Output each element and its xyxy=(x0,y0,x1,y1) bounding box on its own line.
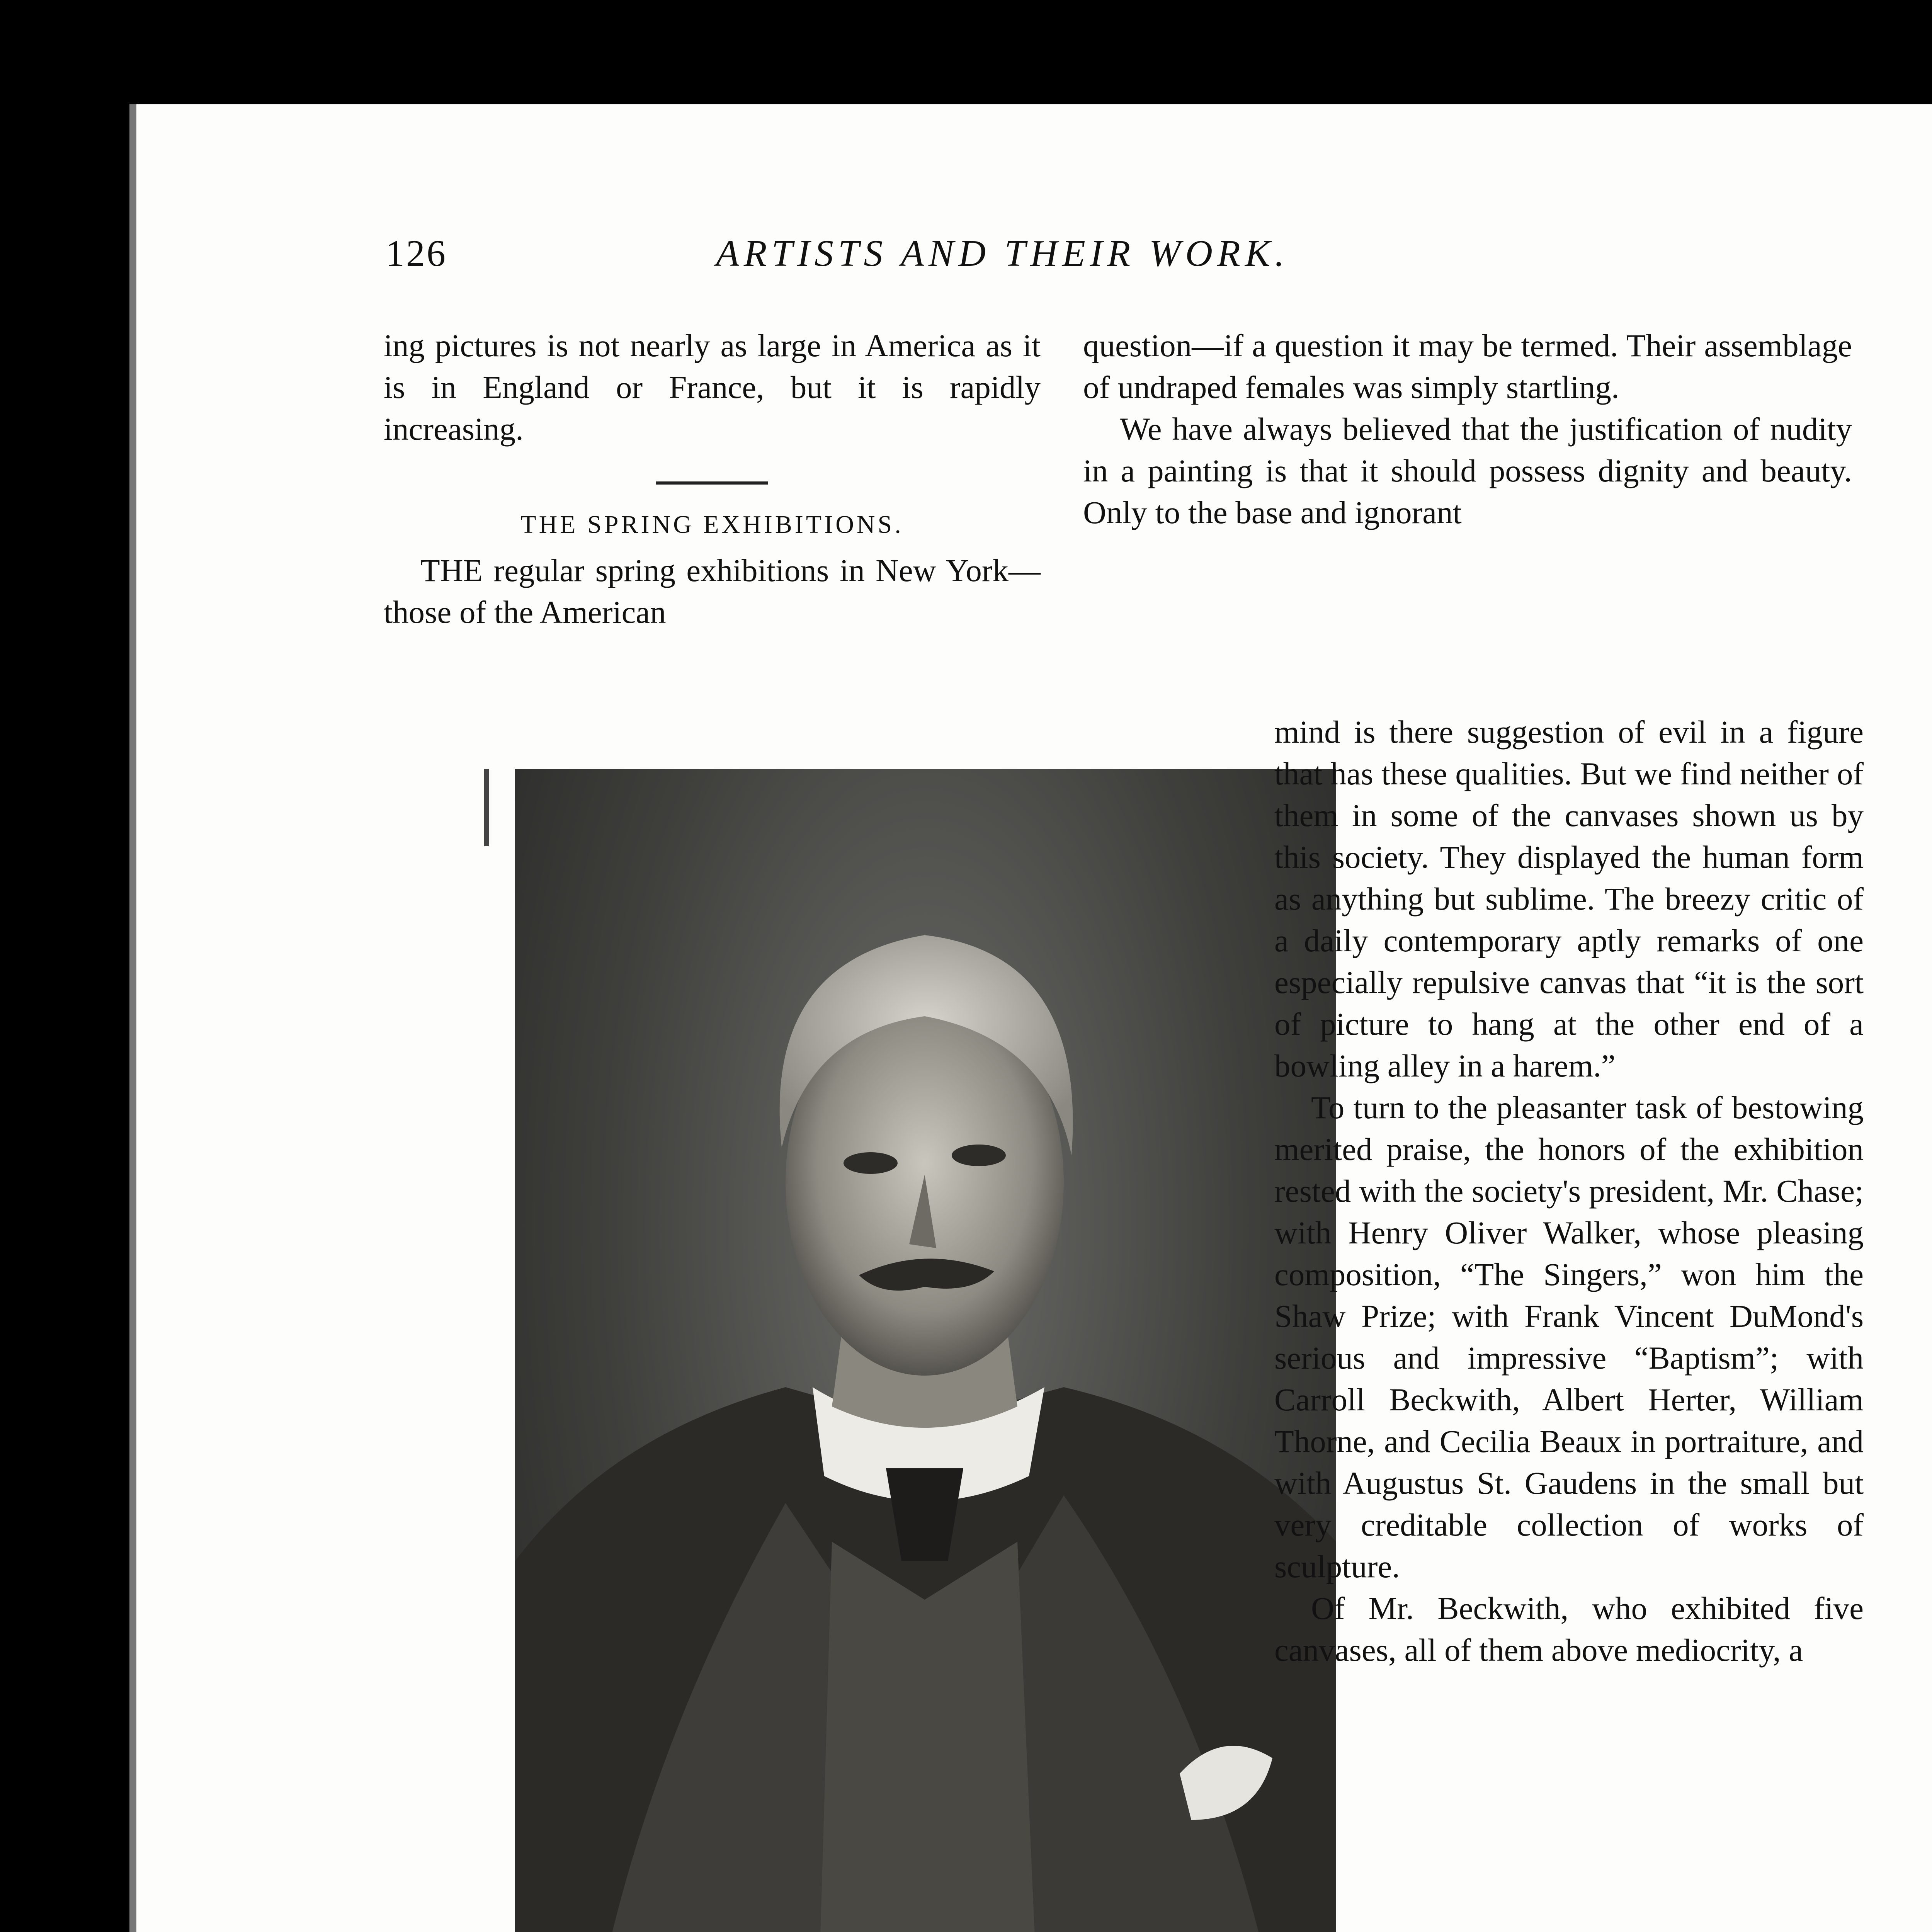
portrait-illustration xyxy=(515,769,1336,1932)
right-column-top xyxy=(1083,325,1852,533)
paragraph: We have always believed that the justification of nudity in a painting is that it should possess dignity and beauty. Only to the base and ignorant xyxy=(1083,411,1852,530)
left-column-top xyxy=(384,325,1041,633)
paragraph: mind is there suggestion of evil in a figure that has these qualities. But we find neither of them in some of the canvases shown us by this society. They displayed the human form as anything but sublime. The breezy critic of a daily contemporary aptly remarks of one especially repulsive canvas that “it is the sort of picture to hang at the other end of a bowling alley in a harem.” xyxy=(1274,714,1864,1083)
right-column-wrap xyxy=(1274,711,1864,1671)
paragraph: Of Mr. Beckwith, who exhibited five canvases, all of them above mediocrity, a xyxy=(1274,1590,1864,1668)
section-divider xyxy=(656,481,768,485)
paragraph: To turn to the pleasanter task of bestowing merited praise, the honors of the exhibition rested with the society's president, Mr. Chase; with Henry Oliver Walker, whose pleasing composition, “The Singers,” won him the Shaw Prize; with Frank Vincent DuMond's serious and impressive “Baptism”; with Carroll Beckwith, Albert Herter, William Thorne, and Cecilia Beaux in portraiture, and with Augustus St. Gaudens in the small but very creditable collection of works of sculpture. xyxy=(1274,1090,1864,1584)
portrait-figure xyxy=(484,769,1336,1932)
paragraph: ing pictures is not nearly as large in America as it is in England or France, but it is rapidly increasing. xyxy=(384,328,1041,447)
paragraph: question—if a question it may be termed. Their assemblage of undraped females was simply startling. xyxy=(1083,328,1852,405)
paragraph: THE regular spring exhibitions in New York—those of the American xyxy=(384,553,1041,630)
portrait-photograph xyxy=(515,769,1336,1932)
section-heading: THE SPRING EXHIBITIONS. xyxy=(520,510,904,539)
book-page xyxy=(129,104,1932,1932)
running-head xyxy=(136,232,1932,286)
running-title: ARTISTS AND THEIR WORK. xyxy=(716,233,1289,274)
page-number: 126 xyxy=(386,233,447,274)
